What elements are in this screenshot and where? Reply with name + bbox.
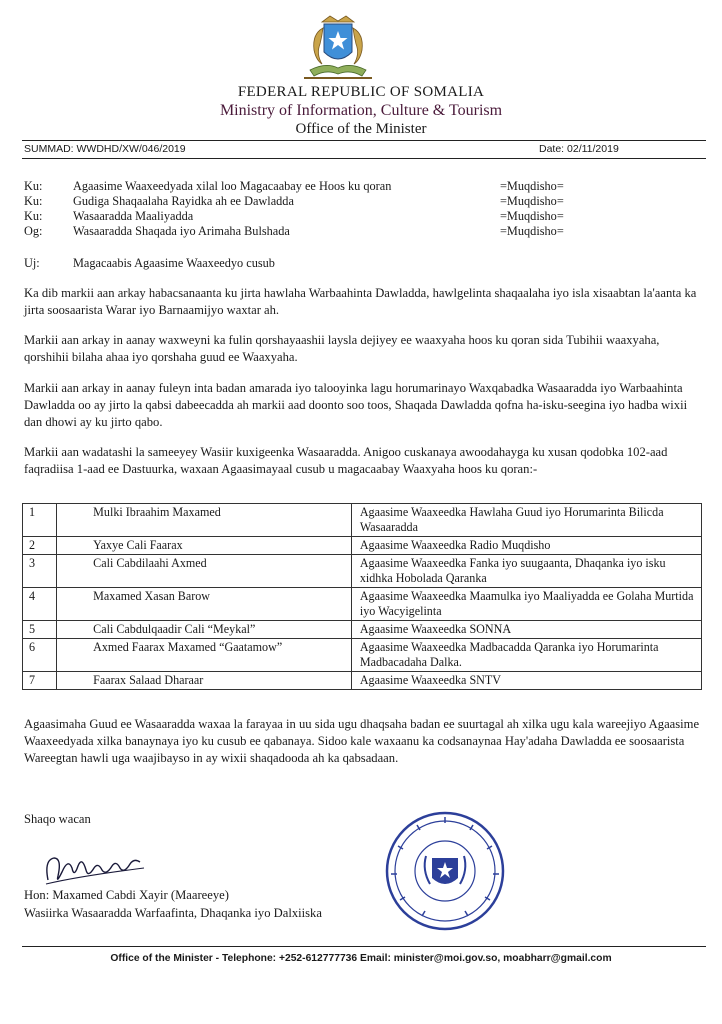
signature-icon [40, 846, 150, 890]
letterhead-office: Office of the Minister [295, 121, 427, 137]
appointee-name: Mulki Ibraahim Maxamed [57, 504, 352, 537]
somalia-coat-of-arms-icon [296, 14, 380, 86]
row-number: 4 [23, 588, 57, 621]
letter-date: Date: 02/11/2019 [539, 143, 619, 155]
signatory-name: Hon: Maxamed Cabdi Xayir (Maareeye) [24, 888, 229, 902]
reference-number: SUMMAD: WWDHD/XW/046/2019 [24, 143, 186, 155]
appointee-position: Agaasime Waaxeedka Madbacadda Qaranka iyo Horumarinta Madbacadaha Dalka. [351, 639, 701, 672]
appointee-position: Agaasime Waaxeedka Hawlaha Guud iyo Horumarinta Bilicda Wasaaradda [351, 504, 701, 537]
recipient-city: =Muqdisho= [500, 179, 564, 193]
recipient-city: =Muqdisho= [500, 194, 564, 208]
table-row [23, 621, 702, 639]
row-number: 5 [23, 621, 57, 639]
recipient-label: Ku: [24, 209, 43, 223]
recipient-label: Og: [24, 224, 43, 238]
recipient-city: =Muqdisho= [500, 209, 564, 223]
table-row [23, 555, 702, 588]
footer-contact: Office of the Minister - Telephone: +252-612777736 Email: minister@moi.gov.so, moabharr@gmail.com [110, 953, 612, 964]
appointee-name: Axmed Faarax Maxamed “Gaatamow” [57, 639, 352, 672]
body-paragraph-2: Markii aan arkay in aanay waxweyni ka fulin qorshayaashii laysla dejiyey ee waaxyaha hoos ku qoran sida Tubihii waaxyaha, qorshihii bilaha ahaa iyo qorshaha guud ee Waaxyaha. [24, 333, 660, 364]
appointee-name: Maxamed Xasan Barow [57, 588, 352, 621]
body-paragraph-1: Ka dib markii aan arkay habacsanaanta ku jirta hawlaha Warbaahinta Dawladda, hawlgelinta shaqaalaha iyo isla xisaabtan la'aanta ka jirta soosaarista Warar iyo Barnaamijyo waxtar ah. [24, 286, 697, 317]
table-row [23, 504, 702, 537]
row-number: 6 [23, 639, 57, 672]
recipient-text: Agaasime Waaxeedyada xilal loo Magacaabay ee Hoos ku qoran [73, 179, 392, 193]
table-row [23, 537, 702, 555]
appointee-position: Agaasime Waaxeedka SONNA [351, 621, 701, 639]
recipient-city: =Muqdisho= [500, 224, 564, 238]
subject-text: Magacaabis Agaasime Waaxeedyo cusub [73, 256, 275, 270]
appointee-position: Agaasime Waaxeedka Maamulka iyo Maaliyadda ee Golaha Murtida iyo Wacyigelinta [351, 588, 701, 621]
recipient-text: Gudiga Shaqaalaha Rayidka ah ee Dawladda [73, 194, 294, 208]
row-number: 1 [23, 504, 57, 537]
row-number: 3 [23, 555, 57, 588]
closing-paragraph: Agaasimaha Guud ee Wasaaradda waxaa la farayaa in uu sida ugu dhaqsaha badan ee suurtagal ah xilka ugu kala wareejiyo Agaasime Waaxeedyada xilka banaynaya iyo ku cusub ee qabanaya. Sidoo kale waxaanu ka codsanaynaa Hay'adaha Dawladda ee soosaarista Wareegtan hawli uga waajibayso in ay wixii shaqadooda ah ka qabsadaan. [24, 717, 700, 765]
appointee-name: Cali Cabdilaahi Axmed [57, 555, 352, 588]
official-stamp-icon [382, 808, 508, 934]
recipient-text: Wasaaradda Maaliyadda [73, 209, 194, 223]
subject-label: Uj: [24, 256, 40, 270]
table-row [23, 588, 702, 621]
signatory-title: Wasiirka Wasaaradda Warfaafinta, Dhaqanka iyo Dalxiiska [24, 906, 322, 920]
salutation: Shaqo wacan [24, 812, 91, 826]
recipient-label: Ku: [24, 194, 43, 208]
appointee-position: Agaasime Waaxeedka Radio Muqdisho [351, 537, 701, 555]
appointee-name: Cali Cabdulqaadir Cali “Meykal” [57, 621, 352, 639]
appointee-name: Yaxye Cali Faarax [57, 537, 352, 555]
footer-rule [22, 946, 706, 947]
table-row [23, 672, 702, 690]
reference-rule [22, 158, 706, 159]
appointee-name: Faarax Salaad Dharaar [57, 672, 352, 690]
row-number: 2 [23, 537, 57, 555]
appointments-table [22, 503, 702, 690]
row-number: 7 [23, 672, 57, 690]
recipient-label: Ku: [24, 179, 43, 193]
appointee-position: Agaasime Waaxeedka Fanka iyo suugaanta, Dhaqanka iyo isku xidhka Hobolada Qaranka [351, 555, 701, 588]
appointee-position: Agaasime Waaxeedka SNTV [351, 672, 701, 690]
recipient-text: Wasaaradda Shaqada iyo Arimaha Bulshada [73, 224, 290, 238]
letterhead-ministry: Ministry of Information, Culture & Tourism [219, 102, 503, 119]
header-rule [22, 140, 706, 141]
table-row [23, 639, 702, 672]
body-paragraph-4: Markii aan wadatashi la sameeyey Wasiir kuxigeenka Wasaaradda. Anigoo cuskanaya awoodahayga ku xusan qodobka 102-aad faqradiisa 1-aad ee Dastuurka, waxaan Agaasimayaal cusub u magacaabay Waaxyaha hoos ku qoran:- [24, 445, 668, 476]
body-paragraph-3: Markii aan arkay in aanay fuleyn inta badan amarada iyo talooyinka lagu horumarinayo Waxqabadka Wasaaradda iyo Warbaahinta Dawladda oo ay jirto la qabsi dabeecadda ah markii aad doonto soo toos, Shaqada Dawladda qofna ha-isku-seegina iyo hadba wixii dan dhowi ay ku jirto qabo. [24, 381, 688, 429]
letterhead-country: FEDERAL REPUBLIC OF SOMALIA [237, 84, 485, 100]
